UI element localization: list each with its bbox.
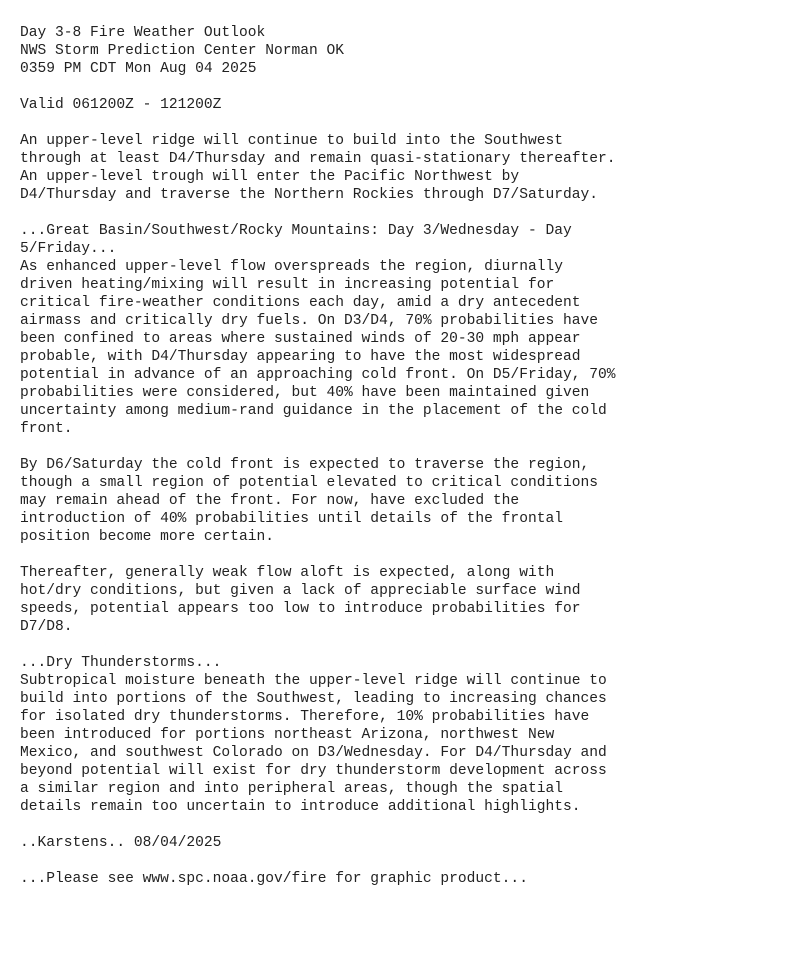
text-line: uncertainty among medium-rand guidance in the placement of the cold bbox=[20, 403, 607, 419]
spacer bbox=[20, 636, 780, 654]
text-line: though a small region of potential elevated to critical conditions bbox=[20, 475, 599, 491]
section-heading bbox=[20, 222, 780, 258]
spacer bbox=[20, 438, 780, 456]
text-line: driven heating/mixing will result in increasing potential for bbox=[20, 277, 555, 293]
discussion-paragraph bbox=[20, 258, 780, 438]
issue-time: 0359 PM CDT Mon Aug 04 2025 bbox=[20, 61, 257, 77]
spacer bbox=[20, 114, 780, 132]
section-heading: ...Dry Thunderstorms... bbox=[20, 655, 222, 671]
text-line: may remain ahead of the front. For now, have excluded the bbox=[20, 493, 520, 509]
text-line: introduction of 40% probabilities until details of the frontal bbox=[20, 511, 563, 527]
spacer bbox=[20, 852, 780, 870]
text-line: been confined to areas where sustained winds of 20-30 mph appear bbox=[20, 331, 581, 347]
text-line: airmass and critically dry fuels. On D3/D4, 70% probabilities have bbox=[20, 313, 599, 329]
text-line: build into portions of the Southwest, leading to increasing chances bbox=[20, 691, 607, 707]
text-line: Thereafter, generally weak flow aloft is expected, along with bbox=[20, 565, 555, 581]
forecaster-signature: ..Karstens.. 08/04/2025 bbox=[20, 835, 222, 851]
spacer bbox=[20, 204, 780, 222]
text-line: hot/dry conditions, but given a lack of appreciable surface wind bbox=[20, 583, 581, 599]
text-line: a similar region and into peripheral areas, though the spatial bbox=[20, 781, 563, 797]
spacer bbox=[20, 546, 780, 564]
text-line: An upper-level ridge will continue to build into the Southwest bbox=[20, 133, 563, 149]
spacer bbox=[20, 78, 780, 96]
text-line: through at least D4/Thursday and remain quasi-stationary thereafter. bbox=[20, 151, 616, 167]
discussion-paragraph bbox=[20, 672, 780, 816]
text-line: speeds, potential appears too low to introduce probabilities for bbox=[20, 601, 581, 617]
product-title: Day 3-8 Fire Weather Outlook bbox=[20, 25, 266, 41]
text-line: front. bbox=[20, 421, 73, 437]
text-line: position become more certain. bbox=[20, 529, 274, 545]
heading-line: ...Great Basin/Southwest/Rocky Mountains: Day 3/Wednesday - Day bbox=[20, 223, 572, 239]
spacer bbox=[20, 816, 780, 834]
text-line: D7/D8. bbox=[20, 619, 73, 635]
text-line: D4/Thursday and traverse the Northern Rockies through D7/Saturday. bbox=[20, 187, 599, 203]
text-line: probable, with D4/Thursday appearing to have the most widespread bbox=[20, 349, 581, 365]
heading-line: 5/Friday... bbox=[20, 241, 117, 257]
valid-period: Valid 061200Z - 121200Z bbox=[20, 97, 222, 113]
issuing-office: NWS Storm Prediction Center Norman OK bbox=[20, 43, 345, 59]
text-line: Mexico, and southwest Colorado on D3/Wednesday. For D4/Thursday and bbox=[20, 745, 607, 761]
footer-note: ...Please see www.spc.noaa.gov/fire for graphic product... bbox=[20, 871, 528, 887]
discussion-paragraph bbox=[20, 564, 780, 636]
text-line: for isolated dry thunderstorms. Therefore, 10% probabilities have bbox=[20, 709, 590, 725]
discussion-paragraph bbox=[20, 456, 780, 546]
synopsis-paragraph bbox=[20, 132, 780, 204]
text-line: details remain too uncertain to introduce additional highlights. bbox=[20, 799, 581, 815]
text-line: critical fire-weather conditions each day, amid a dry antecedent bbox=[20, 295, 581, 311]
text-line: potential in advance of an approaching cold front. On D5/Friday, 70% bbox=[20, 367, 616, 383]
text-line: As enhanced upper-level flow overspreads the region, diurnally bbox=[20, 259, 563, 275]
text-line: By D6/Saturday the cold front is expected to traverse the region, bbox=[20, 457, 590, 473]
text-line: been introduced for portions northeast Arizona, northwest New bbox=[20, 727, 555, 743]
text-line: beyond potential will exist for dry thunderstorm development across bbox=[20, 763, 607, 779]
text-line: probabilities were considered, but 40% have been maintained given bbox=[20, 385, 590, 401]
text-line: An upper-level trough will enter the Pacific Northwest by bbox=[20, 169, 520, 185]
text-line: Subtropical moisture beneath the upper-level ridge will continue to bbox=[20, 673, 607, 689]
